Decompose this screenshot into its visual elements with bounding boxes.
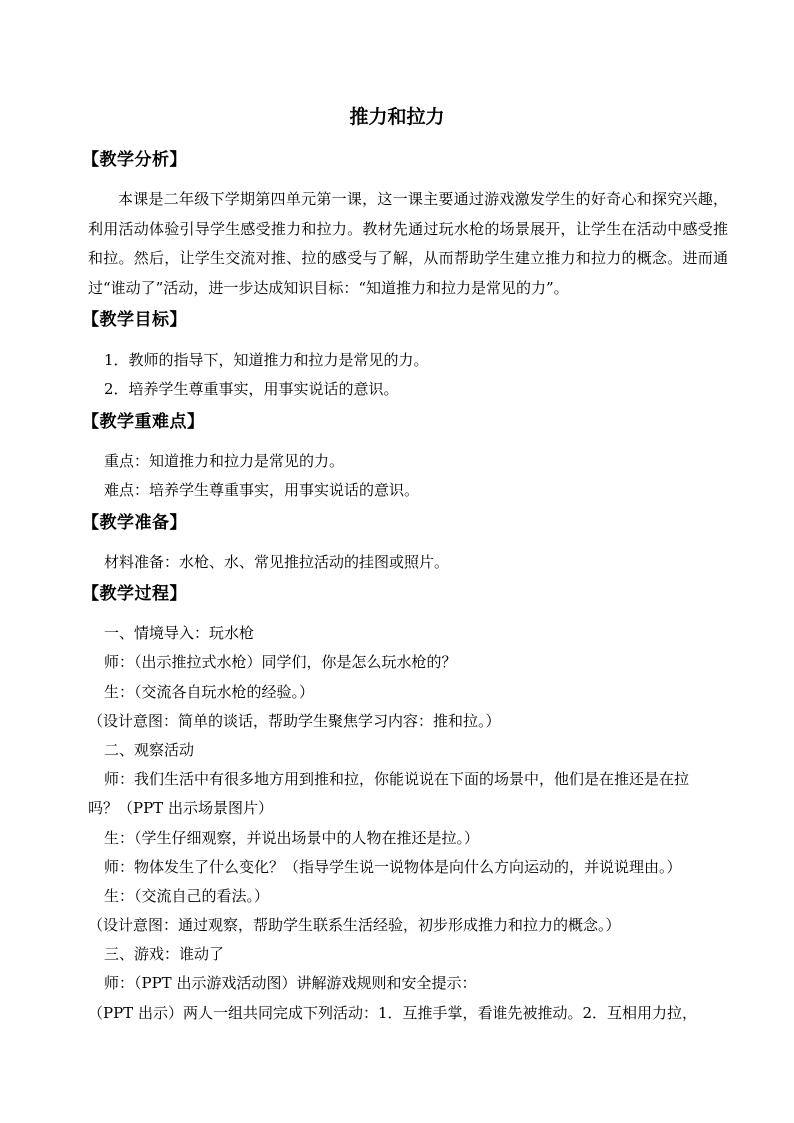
process-line: 吗？（PPT 出示场景图片） (88, 799, 273, 817)
process-line: （设计意图：通过观察，帮助学生联系生活经验，初步形成推力和拉力的概念。） (88, 916, 621, 934)
section-heading-preparation: 【教学准备】 (82, 513, 187, 533)
preparation-item: 材料准备：水枪、水、常见推拉活动的挂图或照片。 (104, 553, 450, 571)
process-line: 师：（出示推拉式水枪）同学们，你是怎么玩水枪的？ (104, 653, 457, 671)
document-title: 推力和拉力 (349, 106, 445, 128)
objective-item: 1．教师的指导下，知道推力和拉力是常见的力。 (104, 351, 429, 369)
process-line: 三、游戏：谁动了 (104, 945, 225, 963)
analysis-paragraph: 本课是二年级下学期第四单元第一课，这一课主要通过游戏激发学生的好奇心和探究兴趣，利用活动体验引导学生感受推力和拉力。教材先通过玩水枪的场景展开，让学生在活动中感受推和拉。然后，让学生交流对推、拉的感受与了解，从而帮助学生建立推力和拉力的概念。进而通过“谁动了”活动，进一步达成知识目标：“知道推力和拉力是常见的力”。 (88, 190, 728, 297)
process-line: （设计意图：简单的谈话，帮助学生聚焦学习内容：推和拉。） (88, 712, 501, 730)
process-line: （PPT 出示）两人一组共同完成下列活动：1．互推手掌，看谁先被推动。2．互相用力拉， (88, 1004, 698, 1022)
process-line: 生：（交流自己的看法。） (104, 887, 270, 905)
process-line: 二、观察活动 (104, 741, 195, 759)
section-heading-process: 【教学过程】 (82, 584, 187, 604)
process-line: 生：（交流各自玩水枪的经验。） (104, 683, 315, 701)
section-heading-key-points: 【教学重难点】 (82, 412, 205, 432)
process-line: 师：物体发生了什么变化？（指导学生说一说物体是向什么方向运动的，并说说理由。） (104, 858, 682, 876)
process-line: 生：（学生仔细观察，并说出场景中的人物在推还是拉。） (104, 829, 480, 847)
process-line: 一、情境导入：玩水枪 (104, 624, 255, 642)
key-point-item: 重点：知道推力和拉力是常见的力。 (104, 452, 345, 470)
section-heading-analysis: 【教学分析】 (82, 150, 187, 170)
section-heading-objectives: 【教学目标】 (82, 310, 187, 330)
objective-item: 2．培养学生尊重事实，用事实说话的意识。 (104, 380, 399, 398)
difficulty-point-item: 难点：培养学生尊重事实，用事实说话的意识。 (104, 481, 420, 499)
process-line: 师：（PPT 出示游戏活动图）讲解游戏规则和安全提示： (104, 974, 477, 992)
process-line: 师：我们生活中有很多地方用到推和拉，你能说说在下面的场景中，他们是在推还是在拉 (104, 770, 690, 788)
